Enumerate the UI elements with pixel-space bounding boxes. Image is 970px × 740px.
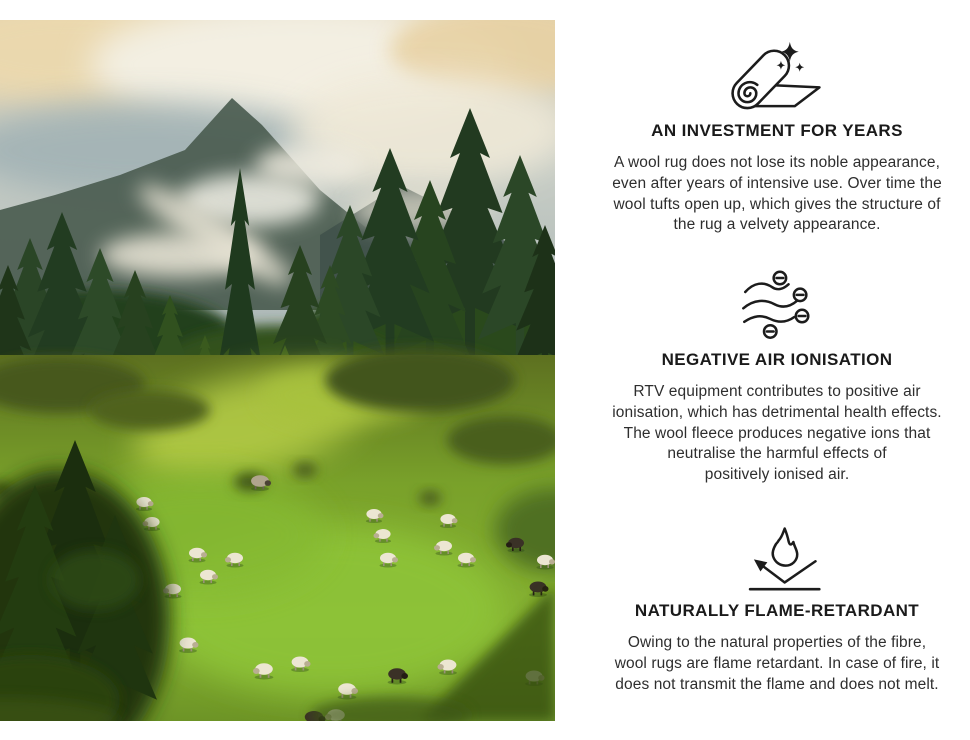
feature-investment bbox=[583, 37, 970, 236]
feature-flame-retardant bbox=[583, 517, 970, 695]
feature-ionisation bbox=[583, 266, 970, 486]
feature-body: Owing to the natural properties of the fibre, wool rugs are flame retardant. In case of fire, it does not transmit the flame and does not melt. bbox=[614, 634, 940, 693]
rug-roll-sparkle-icon bbox=[583, 37, 970, 114]
feature-body: RTV equipment contributes to positive air ionisation, which has detrimental health effects. The wool fleece produces negative ions that neutralise the harmful effects of positively ionised air. bbox=[612, 383, 942, 484]
feature-title: NEGATIVE AIR IONISATION bbox=[661, 350, 893, 369]
feature-title: NATURALLY FLAME-RETARDANT bbox=[634, 601, 920, 620]
flame-deflect-icon bbox=[583, 517, 970, 594]
negative-ions-air-icon bbox=[583, 266, 970, 343]
feature-body: A wool rug does not lose its noble appearance, even after years of intensive use. Over time the wool tufts open up, which gives the structure of the rug a velvety appearance. bbox=[612, 154, 942, 234]
info-column bbox=[583, 0, 970, 740]
meadow-photo bbox=[0, 20, 555, 721]
feature-title: AN INVESTMENT FOR YEARS bbox=[651, 121, 903, 140]
